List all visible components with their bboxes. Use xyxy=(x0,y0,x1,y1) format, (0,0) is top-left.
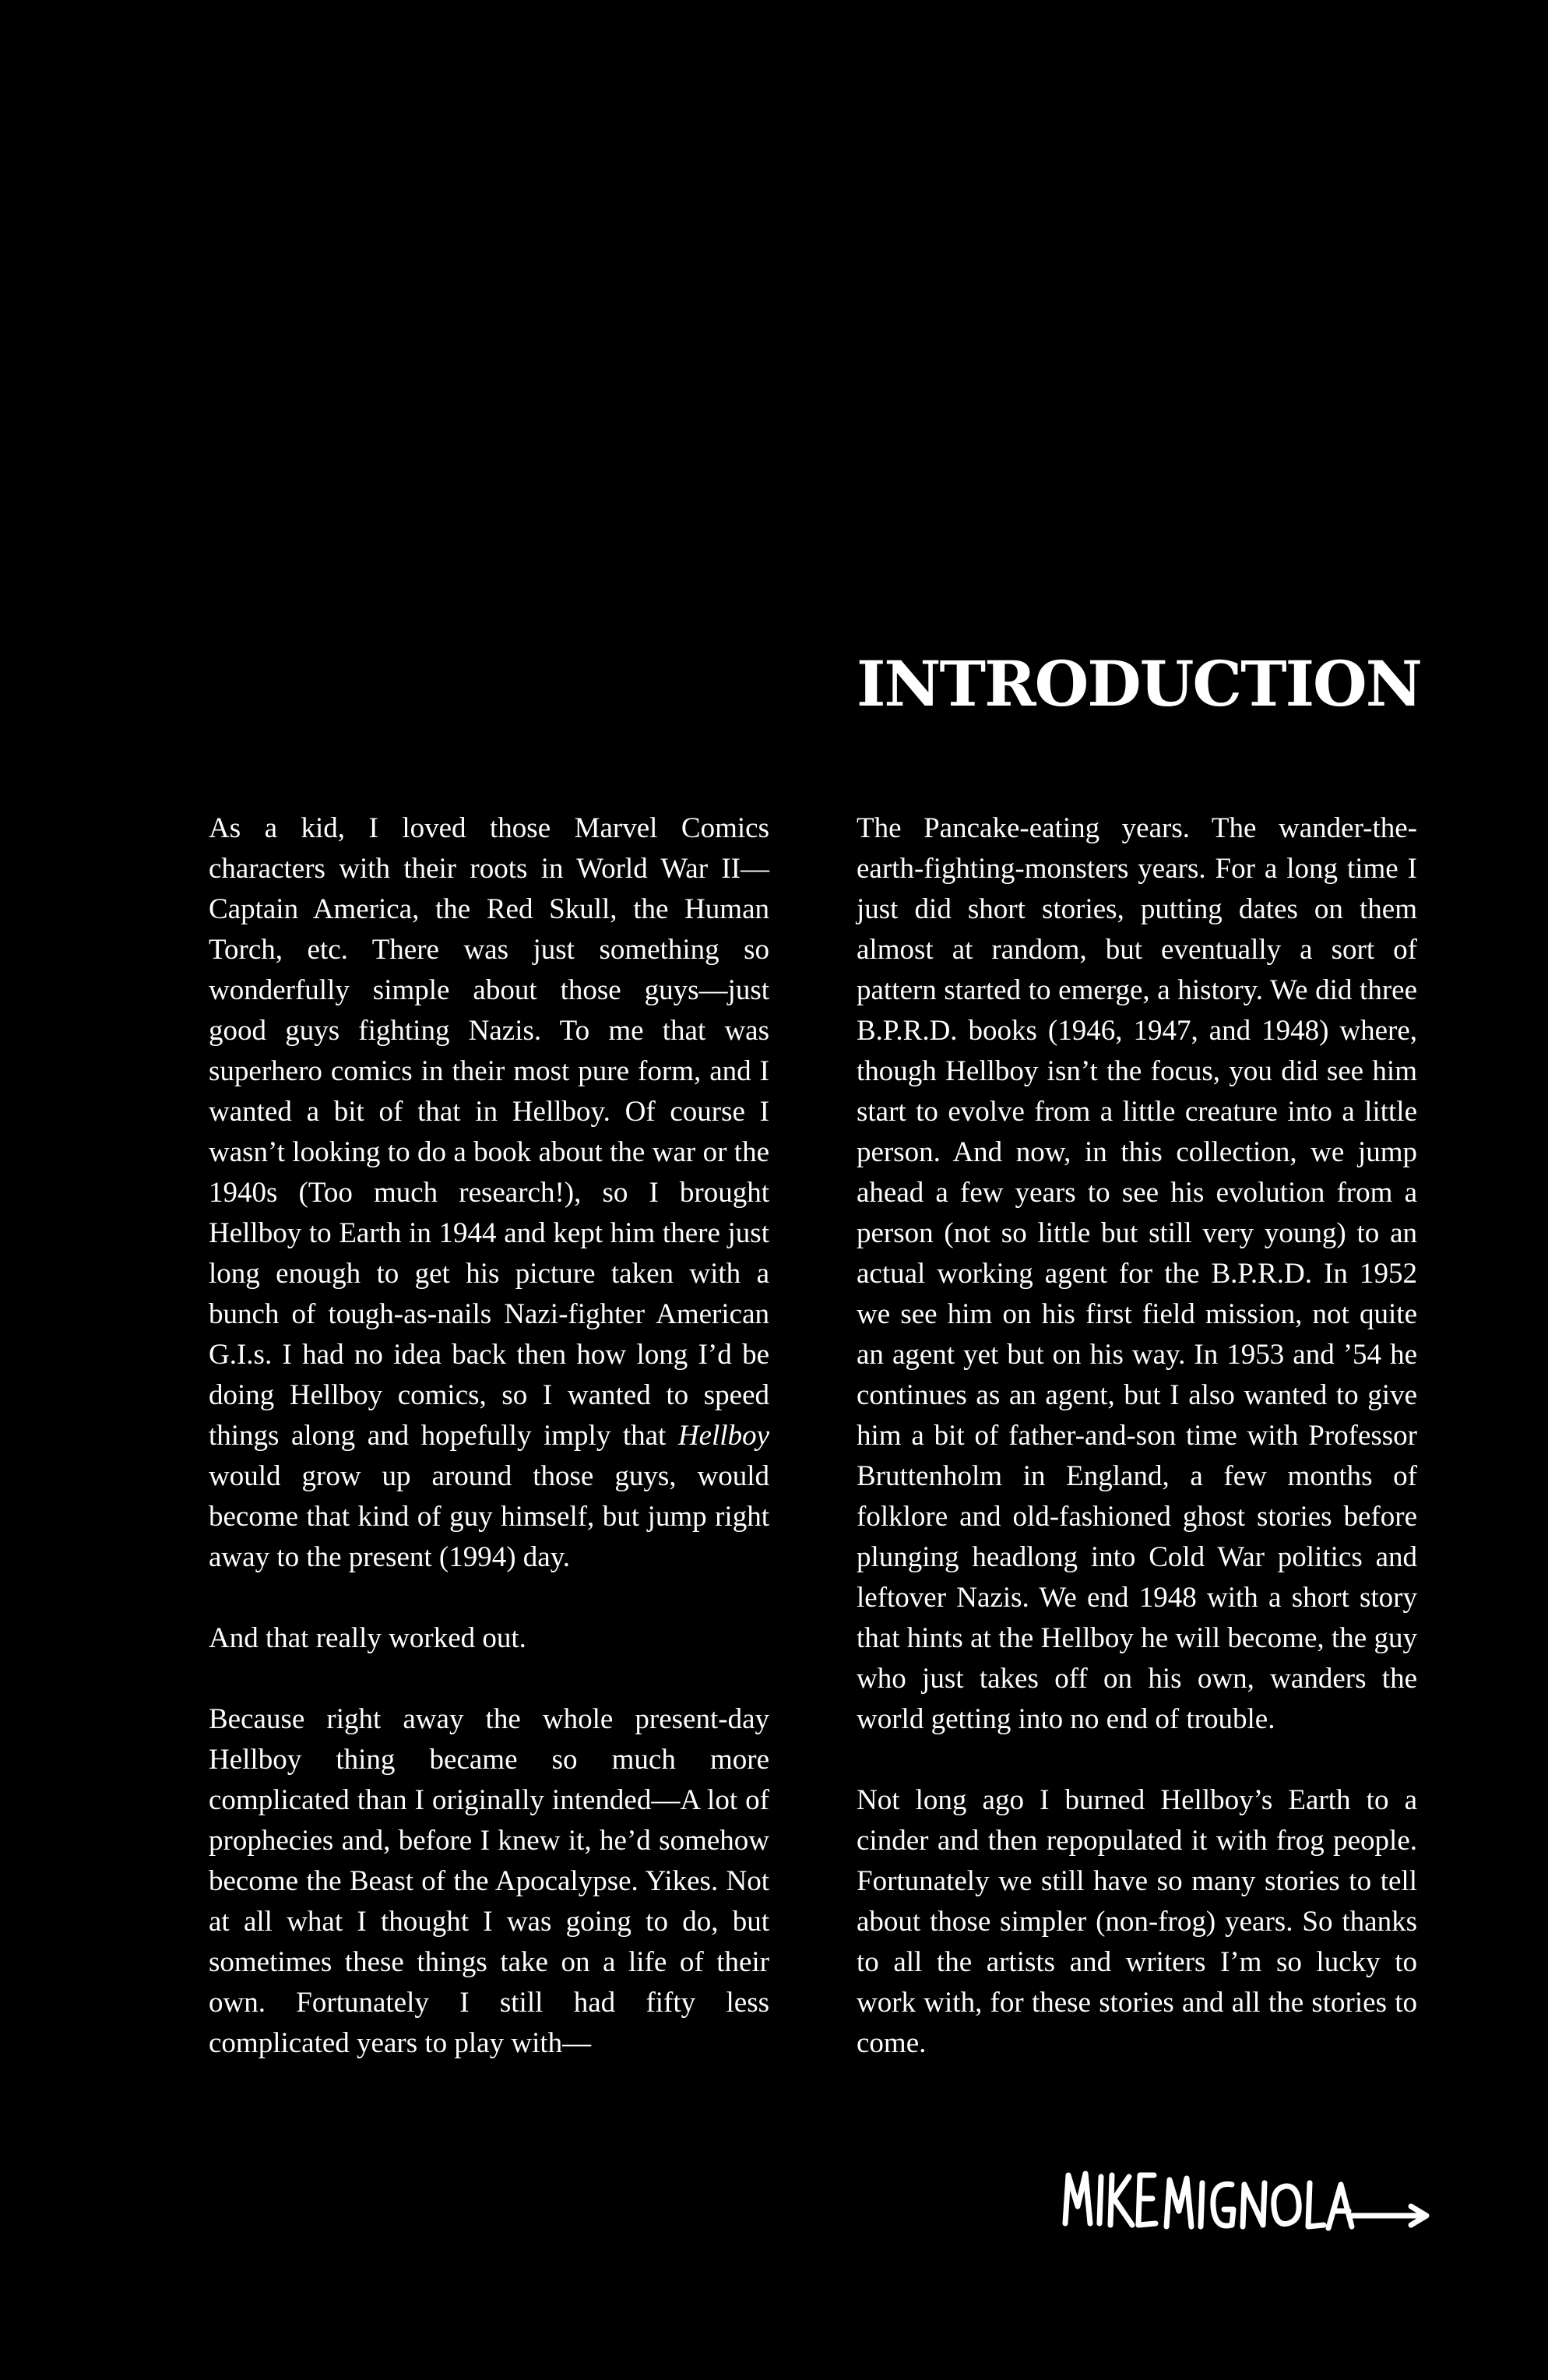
left-paragraph-2: And that really worked out. xyxy=(209,1622,526,1654)
right-column xyxy=(857,808,1417,2104)
page-title: INTRODUCTION xyxy=(857,647,1421,720)
right-paragraph-2: Not long ago I burned Hellboy’s Earth to a cinder and then repopulated it with frog people. Fortunately we still have so many stories to tell about those simpler (non-frog) years. So thanks to all the artists and writers I’m so lucky to work with, for these stories and all the stories to come. xyxy=(857,1784,1417,2059)
right-paragraph-1: The Pancake-eating years. The wander-the-earth-fighting-monsters years. For a long time I just did short stories, putting dates on them almost at random, but eventually a sort of pattern started to emerge, a history. We did three B.P.R.D. books (1946, 1947, and 1948) where, though Hellboy isn’t the focus, you did see him start to evolve from a little creature into a little person. And now, in this collection, we jump ahead a few years to see his evolution from a person (not so little but still very young) to an actual working agent for the B.P.R.D. In 1952 we see him on his first field mission, not quite an agent yet but on his way. In 1953 and ’54 he continues as an agent, but I also wanted to give him a bit of father-and-son time with Professor Bruttenholm in England, a few months of folklore and old-fashioned ghost stories before plunging headlong into Cold War politics and leftover Nazis. We end 1948 with a short story that hints at the Hellboy he will become, the guy who just takes off on his own, wanders the world getting into no end of trouble. xyxy=(857,812,1417,1735)
left-paragraph-1 xyxy=(209,808,769,1578)
left-column xyxy=(209,808,769,2104)
left-paragraph-1-text-b: would grow up around those guys, would become that kind of guy himself, but jump right away to the present (1994) day. xyxy=(209,1460,769,1573)
left-paragraph-1-text-a: As a kid, I loved those Marvel Comics characters with their roots in World War II—Captain America, the Red Skull, the Human Torch, etc. There was just something so wonderfully simple about those guys—just good guys fighting Nazis. To me that was superhero comics in their most pure form, and I wanted a bit of that in Hellboy. Of course I wasn’t looking to do a book about the war or the 1940s (Too much research!), so I brought Hellboy to Earth in 1944 and kept him there just long enough to get his picture taken with a bunch of tough-as-nails Nazi-fighter American G.I.s. I had no idea back then how long I’d be doing Hellboy comics, so I wanted to speed things along and hopefully imply that xyxy=(209,812,769,1452)
left-paragraph-1-italic-title: Hellboy xyxy=(677,1420,769,1452)
left-paragraph-3: Because right away the whole present-day Hellboy thing became so much more complicated than I originally intended—A lot of prophecies and, before I knew it, he’d somehow become the Beast of the Apocalypse. Yikes. Not at all what I thought I was going to do, but sometimes these things take on a life of their own. Fortunately I still had fifty less complicated years to play with— xyxy=(209,1703,769,2059)
signature-image xyxy=(1059,2161,1433,2247)
